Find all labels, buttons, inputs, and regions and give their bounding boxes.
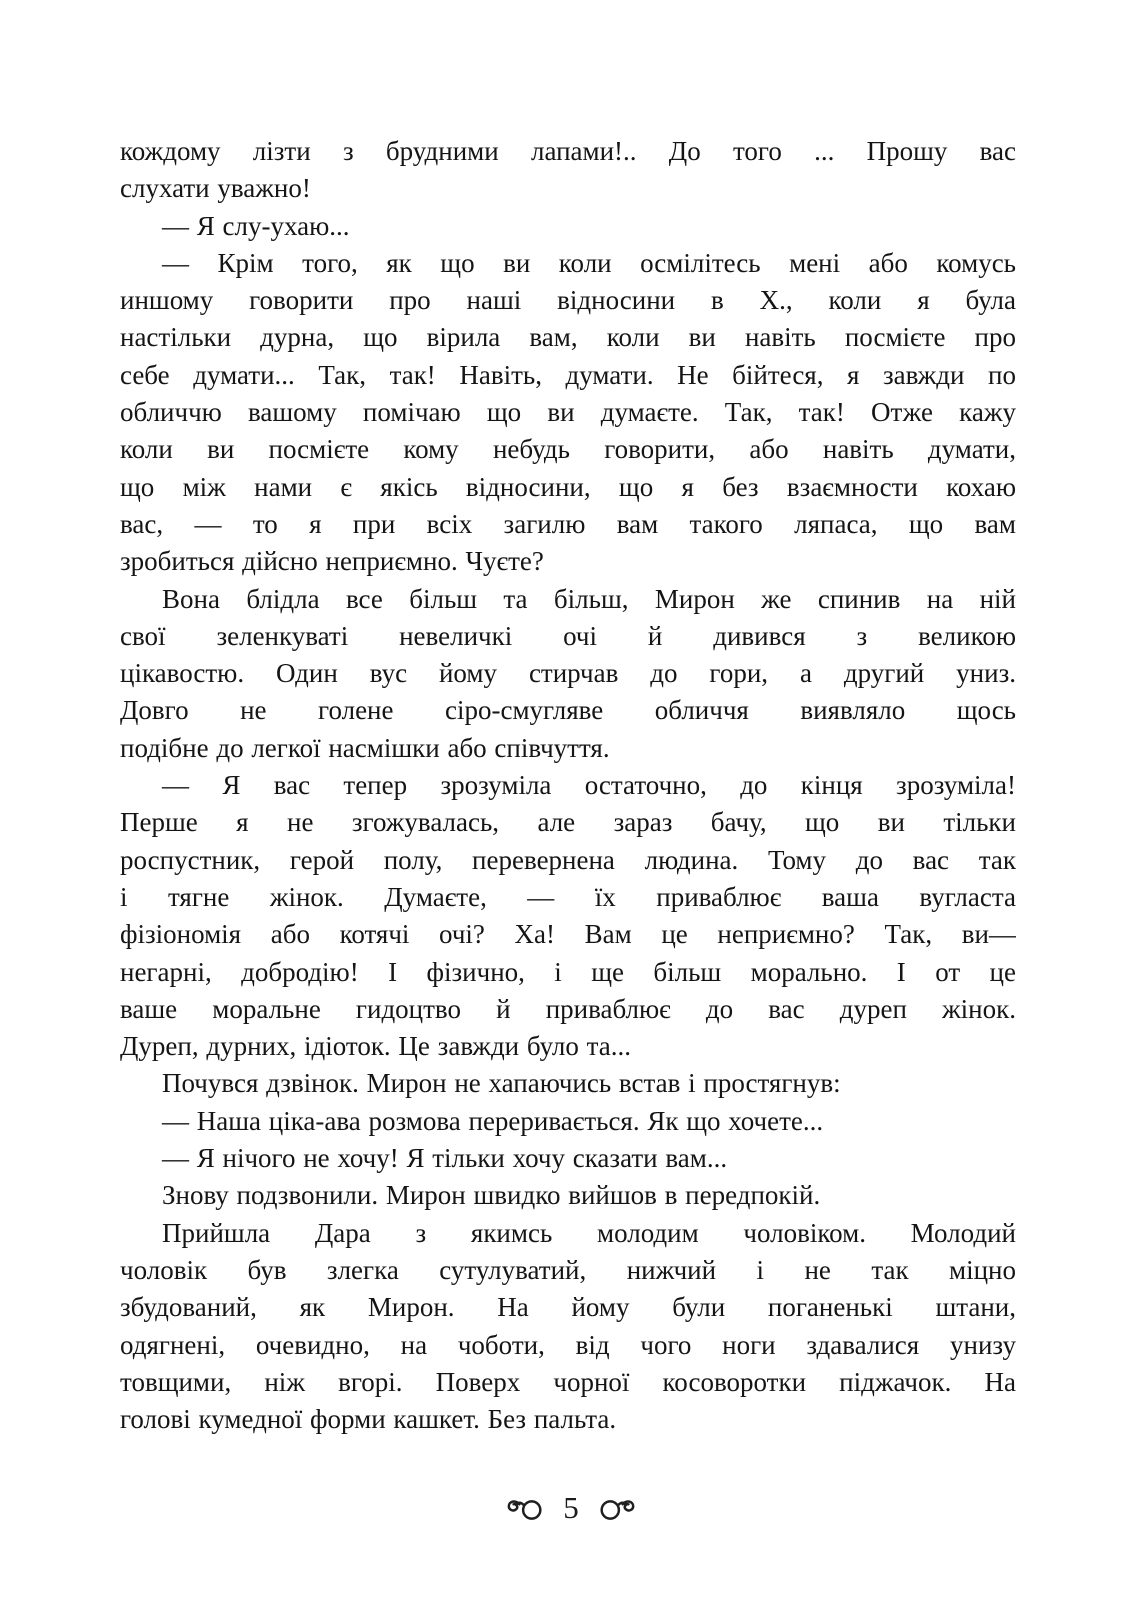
text-line: роспустник, герой полу, перевернена людина. Тому до вас так (120, 844, 1016, 875)
text-line: і тягне жінок. Думаєте, — їх приваблює ваша вугласта (120, 881, 1016, 912)
text-line: що між нами є якісь відносини, що я без взаємности кохаю (120, 471, 1016, 502)
paragraph (120, 581, 1016, 767)
text-line: свої зеленкуваті невеличкі очі й дивився з великою (120, 620, 1016, 651)
text-block (120, 133, 1016, 1438)
text-line: фізіономія або котячі очі? Ха! Вам це неприємно? Так, ви— (120, 919, 1016, 950)
fleuron-right-icon (595, 1497, 637, 1523)
text-line: цікавостю. Один вус йому стирчав до гори, а другий униз. (120, 658, 1016, 689)
paragraph (120, 208, 1016, 245)
text-line: Довго не голене сіро-смугляве обличчя виявляло щось (120, 695, 1016, 726)
text-line: чоловік був злегка сутулуватий, нижчий і не так міцно (120, 1254, 1016, 1285)
text-line: вас, — то я при всіх загилю вам такого ляпаса, що вам (120, 508, 1016, 539)
text-line: кождому лізти з брудними лапами!.. До того ... Прошу вас (120, 136, 1016, 166)
text-line: обличчю вашому помічаю що ви думаєте. Так, так! Отже кажу (120, 397, 1016, 428)
text-line: — Я нічого не хочу! Я тільки хочу сказати вам... (162, 1143, 728, 1174)
text-line: Вона блідла все більш та більш, Мирон же спинив на ній (162, 583, 1016, 614)
paragraph (120, 245, 1016, 581)
text-line: настільки дурна, що вірила вам, коли ви навіть посмієте про (120, 322, 1016, 353)
text-line: негарні, добродію! І фізично, і ще більш морально. І от це (120, 956, 1016, 987)
text-line: Перше я не згожувалась, але зараз бачу, що ви тільки (120, 807, 1016, 838)
text-line: Дуреп, дурних, ідіоток. Це завжди було та... (120, 1031, 631, 1062)
text-line: — Крім того, як що ви коли осмілітесь мені або комусь (162, 247, 1016, 278)
text-line: слухати уважно! (120, 173, 311, 204)
text-line: Прийшла Дара з якимсь молодим чоловіком. Молодий (162, 1217, 1016, 1248)
paragraph (120, 1065, 1016, 1102)
text-line: товщими, ніж вгорі. Поверх чорної косоворотки піджачок. На (120, 1366, 1016, 1397)
paragraph (120, 767, 1016, 1065)
paragraph (120, 1140, 1016, 1177)
fleuron-left-icon (505, 1497, 547, 1523)
paragraph (120, 1215, 1016, 1439)
page-number: 5 (563, 1490, 579, 1525)
text-line: подібне до легкої насмішки або співчуття. (120, 732, 610, 763)
paragraph (120, 133, 1016, 208)
text-line: Почувся дзвінок. Мирон не хапаючись встав і простягнув: (162, 1068, 841, 1099)
paragraph (120, 1177, 1016, 1214)
text-line: голові кумедної форми кашкет. Без пальта. (120, 1404, 617, 1435)
text-line: иншому говорити про наші відносини в Х., коли я була (120, 285, 1016, 316)
text-line: — Я вас тепер зрозуміла остаточно, до кінця зрозуміла! (162, 770, 1016, 801)
text-line: — Наша ціка-ава розмова переривається. Як що хочете... (162, 1105, 824, 1136)
text-line: зробиться дійсно неприємно. Чуєте? (120, 546, 544, 577)
page-footer (0, 1490, 1142, 1525)
text-line: ваше моральне гидоцтво й приваблює до вас дуреп жінок. (120, 993, 1016, 1024)
text-line: одягнені, очевидно, на чоботи, від чого ноги здавалися унизу (120, 1329, 1016, 1360)
paragraph (120, 1103, 1016, 1140)
text-line: коли ви посмієте кому небудь говорити, або навіть думати, (120, 434, 1016, 465)
text-line: себе думати... Так, так! Навіть, думати. Не бійтеся, я завжди по (120, 359, 1016, 390)
text-line: збудований, як Мирон. На йому були поганенькі штани, (120, 1292, 1016, 1323)
text-line: — Я слу-ухаю... (162, 210, 350, 241)
text-line: Знову подзвонили. Мирон швидко вийшов в передпокій. (162, 1180, 821, 1211)
